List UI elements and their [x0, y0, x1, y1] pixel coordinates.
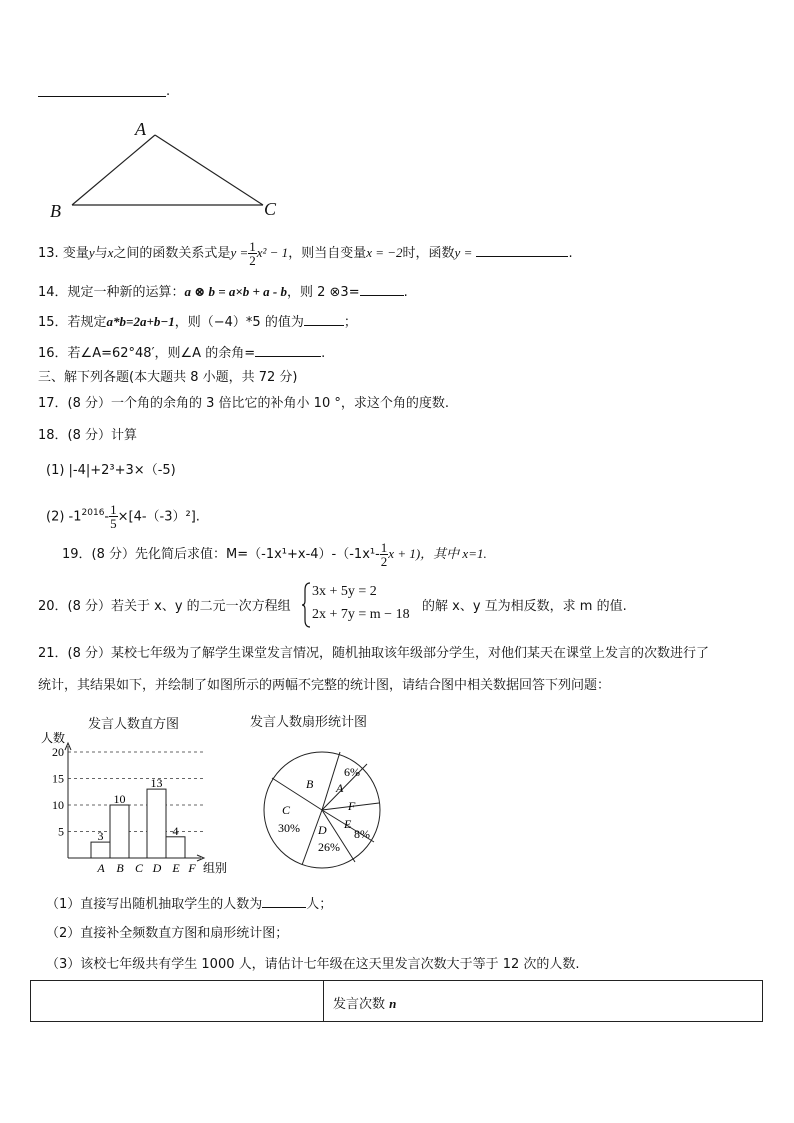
- x-tick-label-D: D: [152, 861, 162, 875]
- pie-value-E: 8%: [354, 827, 370, 841]
- question-13: 13. 变量y与x之间的函数关系式是y = $\frac{1}{2}$ x² − 1，则当自变量x = −2时，函数y = .: [38, 239, 573, 268]
- question-21-sub1: （1）直接写出随机抽取学生的人数为 人；: [46, 897, 333, 912]
- pie-label-E: E: [344, 817, 352, 831]
- question-19: 19．(8 分）先化简后求值：M=（-1x¹+x-4）-（-1x¹- $\frac{1}{2}$ x + 1)，其中 x=1.: [62, 540, 487, 569]
- q21-sub1-answer-blank: [262, 895, 306, 908]
- pie-label-F: F: [348, 799, 356, 813]
- pie-label-A: A: [336, 781, 344, 795]
- q16-answer-blank: [255, 344, 321, 357]
- question-20: 20．(8 分）若关于 x、y 的二元一次方程组: [38, 599, 291, 614]
- vertex-label-a: A: [135, 119, 146, 139]
- question-21-line2: 统计，其结果如下，并绘制了如图所示的两幅不完整的统计图，请结合图中相关数据回答下列问题：: [38, 678, 611, 693]
- question-17: 17．(8 分）一个角的余角的 3 倍比它的补角小 10 °，求这个角的度数.: [38, 396, 449, 411]
- pie-chart: [262, 748, 382, 872]
- question-21-sub2: （2）直接补全频数直方图和扇形统计图；: [46, 926, 289, 941]
- system-eq2: 2x + 7y = m − 18: [312, 607, 410, 622]
- y-tick-label-15: 15: [52, 771, 64, 786]
- table-column-divider: [323, 981, 324, 1021]
- question-16: 16．若∠A=62°48′，则∠A 的余角= .: [38, 346, 326, 361]
- table-header-speak-count: 发言次数 n: [333, 996, 397, 1012]
- bar-value-B: 10: [113, 792, 126, 806]
- q15-answer-blank: [304, 313, 344, 326]
- y-tick-label-5: 5: [58, 824, 64, 839]
- section-3-header: 三、解下列各题(本大题共 8 小题，共 72 分): [38, 370, 298, 385]
- pie-label-B: B: [306, 777, 314, 791]
- x-tick-label-B: B: [116, 861, 124, 875]
- question-18-part2: (2) $-1^{2016}-$ $\frac{1}{5}$ ×[4-（-3）²].: [46, 502, 200, 532]
- system-brace: [302, 582, 312, 628]
- vertex-label-c: C: [264, 199, 277, 219]
- x-tick-label-E: E: [172, 861, 180, 875]
- x-tick-label-F: F: [188, 861, 196, 875]
- y-tick-label-10: 10: [52, 798, 64, 812]
- pie-value-D: 26%: [318, 840, 340, 854]
- x-tick-label-C: C: [134, 861, 144, 875]
- bar-chart-title: 发言人数直方图: [88, 717, 180, 732]
- question-18-part1: (1) |-4|+2³+3×（-5): [46, 463, 176, 478]
- bar-value-E: 4: [172, 823, 179, 838]
- bar-chart: [35, 728, 265, 878]
- pie-label-C: C: [282, 803, 291, 817]
- bar-D: [147, 789, 166, 858]
- bar-value-D: 13: [150, 776, 163, 791]
- y-tick-label-20: 20: [52, 745, 64, 759]
- question-18-header: 18．(8 分）计算: [38, 428, 138, 443]
- pie-value-C: 30%: [278, 821, 300, 835]
- question-21-sub3: （3）该校七年级共有学生 1000 人，请估计七年级在这天里发言次数大于等于 12 次的人数.: [46, 957, 580, 972]
- question-21-line1: 21．(8 分）某校七年级为了解学生课堂发言情况，随机抽取该年级部分学生，对他们某天在课堂上发言的次数进行了: [38, 646, 710, 661]
- x-tick-label-A: A: [97, 861, 105, 875]
- system-eq1: 3x + 5y = 2: [312, 584, 377, 599]
- question-20-tail: 的解 x、y 互为相反数，求 m 的值.: [422, 599, 627, 614]
- question-14: 14．规定一种新的运算：a ⊗ b = a×b + a - b，则 2 ⊗3= .: [38, 284, 408, 300]
- pie-chart-title: 发言人数扇形统计图: [250, 715, 368, 730]
- top-answer-blank: [38, 86, 166, 97]
- x-axis-label: 组别: [203, 861, 228, 875]
- triangle-figure: [45, 115, 295, 225]
- pie-label-D: D: [318, 823, 327, 837]
- question-15: 15．若规定a*b=2a+b−1，则（−4）*5 的值为 ；: [38, 314, 357, 330]
- q13-answer-blank: [476, 244, 568, 257]
- vertex-label-b: B: [50, 201, 61, 221]
- bar-value-A: 3: [97, 829, 104, 844]
- bar-B: [110, 805, 129, 858]
- q14-answer-blank: [360, 283, 404, 296]
- top-blank-period: .: [166, 84, 171, 99]
- pie-value-A: 6%: [344, 765, 360, 779]
- triangle-side-ac: [155, 135, 263, 205]
- frequency-table: [30, 980, 763, 1022]
- y-axis-label: 人数: [41, 731, 66, 745]
- triangle-side-ab: [72, 135, 155, 205]
- bar-E: [166, 837, 185, 858]
- bar-A: [91, 842, 110, 858]
